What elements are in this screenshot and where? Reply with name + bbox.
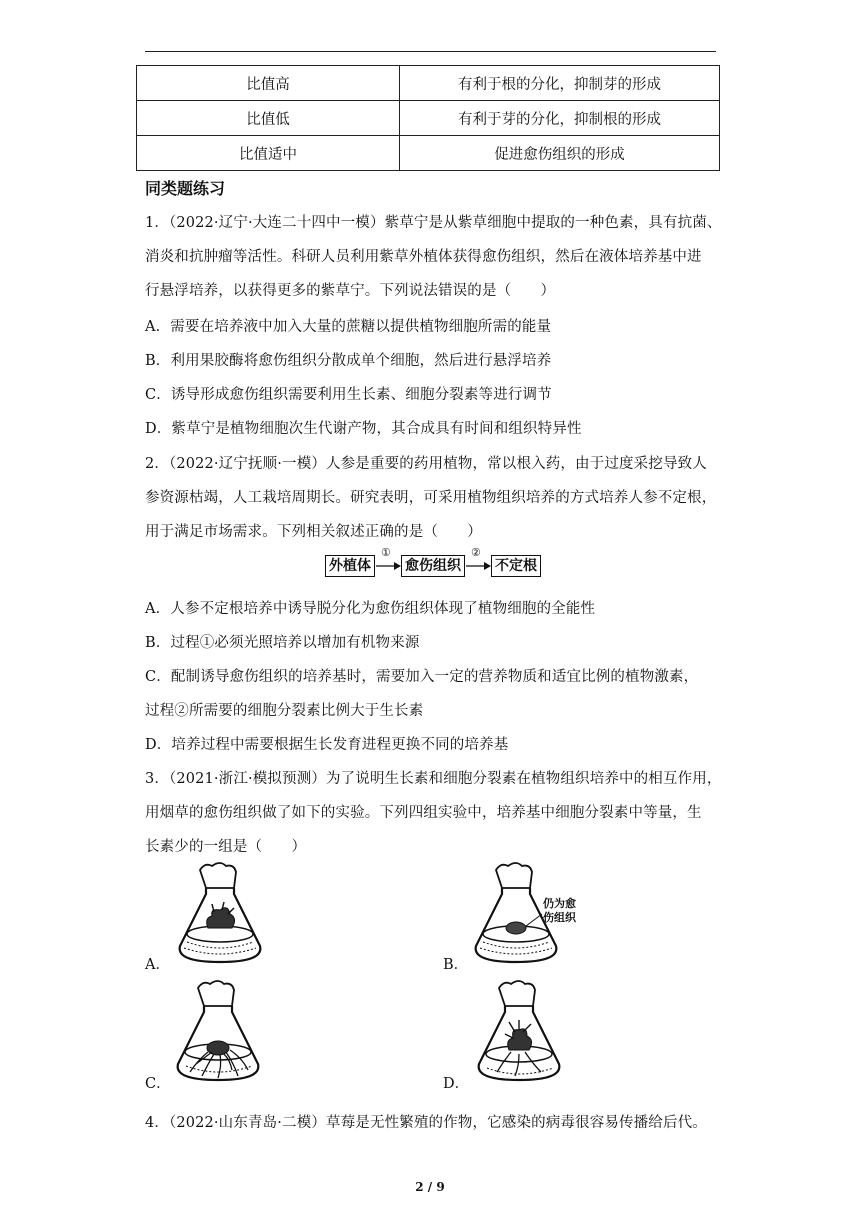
q3-option-c-label: C． bbox=[145, 1076, 171, 1092]
figure-b-annotation-line: 仍为愈 bbox=[543, 897, 576, 910]
q1-option-b: B．利用果胶酶将愈伤组织分散成单个细胞，然后进行悬浮培养 bbox=[145, 353, 552, 369]
q1-stem-line: 行悬浮培养，以获得更多的紫草宁。下列说法错误的是（ ） bbox=[145, 283, 556, 299]
q2-option-b: B．过程①必须光照培养以增加有机物来源 bbox=[145, 635, 420, 651]
q2-option-d: D．培养过程中需要根据生长发育进程更换不同的培养基 bbox=[145, 737, 509, 753]
flow-box-adventitious-root: 不定根 bbox=[491, 555, 541, 577]
table-cell-effect: 有利于根的分化，抑制芽的形成 bbox=[400, 66, 720, 101]
q2-stem-line: 2．（2022·辽宁抚顺·一模）人参是重要的药用植物，常以根入药，由于过度采挖导致人 bbox=[145, 456, 707, 472]
q2-stem-line: 用于满足市场需求。下列相关叙述正确的是（ ） bbox=[145, 524, 482, 540]
flow-arrow-label: ② bbox=[471, 546, 481, 559]
table-row bbox=[137, 136, 720, 171]
q1-stem-line: 消炎和抗肿瘤等活性。科研人员利用紫草外植体获得愈伤组织，然后在液体培养基中进 bbox=[145, 249, 702, 265]
table-cell-ratio: 比值适中 bbox=[137, 136, 400, 171]
q1-option-a: A．需要在培养液中加入大量的蔗糖以提供植物细胞所需的能量 bbox=[145, 319, 552, 335]
flow-arrow-2 bbox=[465, 546, 491, 576]
figure-b-annotation bbox=[543, 897, 576, 925]
q3-stem-line: 长素少的一组是（ ） bbox=[145, 839, 307, 855]
ratio-table bbox=[136, 65, 720, 171]
q2-option-c: C．配制诱导愈伤组织的培养基时，需要加入一定的营养物质和适宜比例的植物激素， bbox=[145, 669, 699, 685]
section-title: 同类题练习 bbox=[145, 179, 226, 198]
q3-option-a-label: A． bbox=[145, 957, 170, 973]
q3-option-d-label: D． bbox=[443, 1076, 470, 1092]
table-cell-ratio: 比值低 bbox=[137, 101, 400, 136]
q2-option-c-cont: 过程②所需要的细胞分裂素比例大于生长素 bbox=[145, 703, 424, 719]
arrow-right-icon bbox=[375, 556, 401, 576]
q3-option-b-label: B． bbox=[443, 957, 469, 973]
table-cell-effect: 促进愈伤组织的形成 bbox=[400, 136, 720, 171]
table-row bbox=[137, 66, 720, 101]
arrow-right-icon bbox=[465, 556, 491, 576]
q1-option-d: D．紫草宁是植物细胞次生代谢产物，其合成具有时间和组织特异性 bbox=[145, 421, 582, 437]
flask-d-icon bbox=[469, 980, 569, 1086]
page-number: 2 / 9 bbox=[415, 1180, 445, 1194]
flask-a-icon bbox=[170, 862, 270, 968]
table-cell-effect: 有利于芽的分化，抑制根的形成 bbox=[400, 101, 720, 136]
q2-option-a: A．人参不定根培养中诱导脱分化为愈伤组织体现了植物细胞的全能性 bbox=[145, 601, 596, 617]
q1-option-c: C．诱导形成愈伤组织需要利用生长素、细胞分裂素等进行调节 bbox=[145, 387, 552, 403]
table-row bbox=[137, 101, 720, 136]
figure-b-annotation-line: 伤组织 bbox=[543, 911, 576, 924]
flask-c-icon bbox=[168, 980, 268, 1086]
flow-box-explant: 外植体 bbox=[325, 555, 375, 577]
flow-arrow-1 bbox=[375, 546, 401, 576]
q1-stem-line: 1．（2022·辽宁·大连二十四中一模）紫草宁是从紫草细胞中提取的一种色素，具有抗菌、 bbox=[145, 215, 722, 231]
flow-box-callus: 愈伤组织 bbox=[401, 555, 465, 577]
q2-stem-line: 参资源枯竭，人工栽培周期长。研究表明，可采用植物组织培养的方式培养人参不定根， bbox=[145, 490, 717, 506]
header-rule bbox=[145, 51, 716, 52]
flow-arrow-label: ① bbox=[381, 546, 391, 559]
q3-stem-line: 3．（2021·浙江·模拟预测）为了说明生长素和细胞分裂素在植物组织培养中的相互作用， bbox=[145, 771, 722, 787]
q4-stem-line: 4．（2022·山东青岛·二模）草莓是无性繁殖的作物，它感染的病毒很容易传播给后代。 bbox=[145, 1115, 707, 1131]
table-cell-ratio: 比值高 bbox=[137, 66, 400, 101]
process-flow-diagram bbox=[325, 546, 541, 579]
q3-stem-line: 用烟草的愈伤组织做了如下的实验。下列四组实验中，培养基中细胞分裂素中等量，生 bbox=[145, 805, 702, 821]
